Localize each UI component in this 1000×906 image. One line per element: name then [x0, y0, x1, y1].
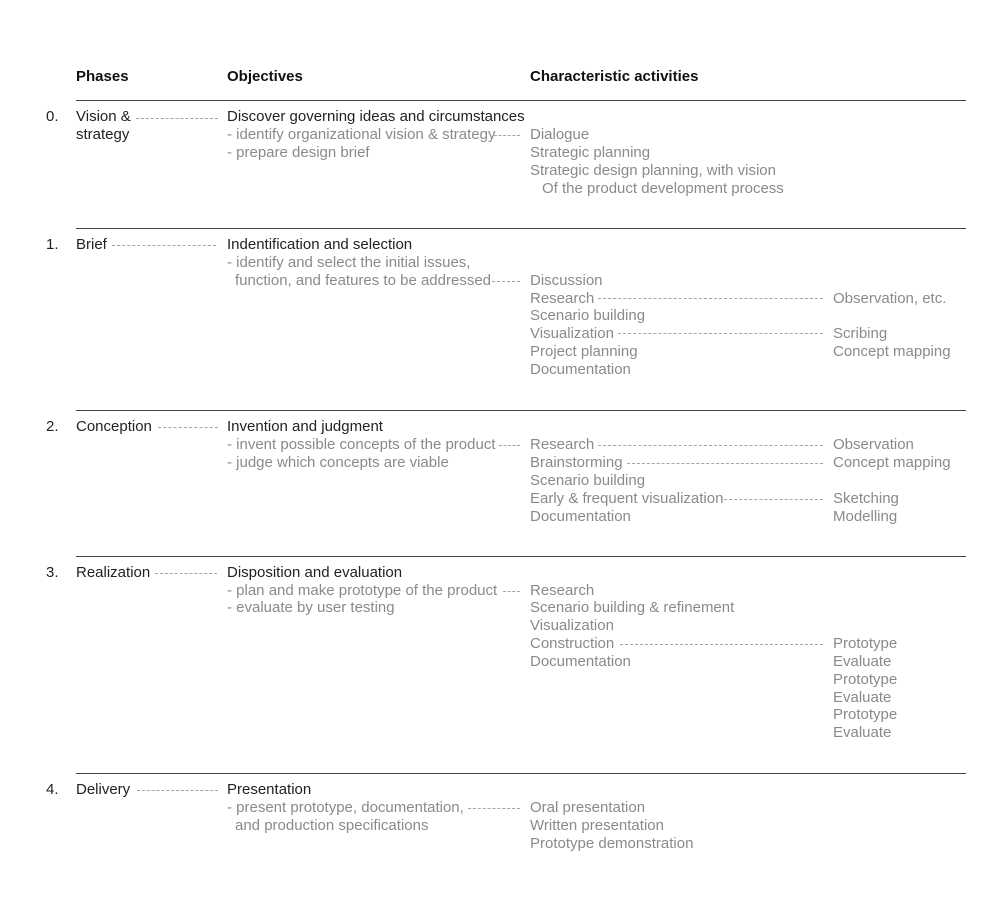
phase-3-method-connector: [620, 644, 823, 645]
phase-3-activity: Documentation: [530, 653, 631, 670]
phase-3-objective-item: - evaluate by user testing: [227, 599, 395, 616]
phase-0-activity: Dialogue: [530, 126, 590, 143]
phase-4-objective-connector: [468, 808, 520, 809]
phase-0-number: 0.: [46, 108, 59, 125]
phase-1-name: Brief: [76, 236, 107, 253]
phase-4-objective-item: and production specifications: [235, 817, 429, 834]
phase-0-objective-item: - identify organizational vision & strategy: [227, 126, 496, 143]
phase-3-method: Prototype: [833, 671, 898, 688]
phase-1-activity: Scenario building: [530, 307, 646, 324]
phase-4-activity: Written presentation: [530, 817, 664, 834]
phase-4-divider: [76, 773, 966, 774]
phase-0-activity: Strategic design planning, with vision: [530, 162, 776, 179]
phase-4-objective-title: Presentation: [227, 781, 312, 798]
phase-1-divider: [76, 228, 966, 229]
phase-0-objective-title: Discover governing ideas and circumstances: [227, 108, 525, 125]
phase-3-method: Prototype: [833, 635, 898, 652]
phase-1-method-connector: [618, 333, 823, 334]
phase-3-objective-connector: [503, 591, 520, 592]
phase-1-activity: Documentation: [530, 361, 631, 378]
phase-2-activity: Scenario building: [530, 472, 646, 489]
phase-1-method: Concept mapping: [833, 343, 951, 360]
phase-1-objective-connector: [492, 281, 520, 282]
phase-3-divider: [76, 556, 966, 557]
phase-0-activity: Strategic planning: [530, 144, 651, 161]
header-phases: Phases: [76, 68, 129, 85]
phase-3-method: Prototype: [833, 706, 898, 723]
phase-0-name-line-2: strategy: [76, 126, 130, 143]
phase-1-objective-item: - identify and select the initial issues,: [227, 254, 471, 271]
phase-0-divider: [76, 100, 966, 101]
phase-2-method: Observation: [833, 436, 914, 453]
phase-3-name: Realization: [76, 564, 151, 581]
phase-2-activity: Brainstorming: [530, 454, 623, 471]
phase-3-activity: Research: [530, 582, 595, 599]
phase-2-method: Sketching: [833, 490, 899, 507]
phase-4-activity: Oral presentation: [530, 799, 646, 816]
phase-3-method: Evaluate: [833, 724, 892, 741]
phase-2-connector: [158, 427, 218, 428]
phase-3-method: Evaluate: [833, 689, 892, 706]
phase-3-number: 3.: [46, 564, 59, 581]
phase-2-objective-item: - judge which concepts are viable: [227, 454, 449, 471]
phase-2-method-connector: [627, 463, 823, 464]
phase-4-activity: Prototype demonstration: [530, 835, 694, 852]
phase-4-number: 4.: [46, 781, 59, 798]
phase-4-objective-item: - present prototype, documentation,: [227, 799, 464, 816]
header-activities: Characteristic activities: [530, 68, 699, 85]
header-objectives: Objectives: [227, 68, 303, 85]
phase-2-method-connector: [724, 499, 823, 500]
phase-2-divider: [76, 410, 966, 411]
phase-2-name: Conception: [76, 418, 152, 435]
phase-3-activity: Scenario building & refinement: [530, 599, 735, 616]
phase-1-activity: Research: [530, 290, 595, 307]
phase-1-connector: [112, 245, 216, 246]
phase-2-method-connector: [598, 445, 823, 446]
phase-2-activity: Research: [530, 436, 595, 453]
phase-0-name-line-1: Vision &: [76, 108, 131, 125]
phase-2-activity: Documentation: [530, 508, 631, 525]
phase-1-method: Scribing: [833, 325, 888, 342]
phase-1-number: 1.: [46, 236, 59, 253]
phase-0-activity: Of the product development process: [542, 180, 784, 197]
phase-3-activity: Visualization: [530, 617, 614, 634]
phase-1-activity: Discussion: [530, 272, 603, 289]
phase-1-objective-item: function, and features to be addressed: [235, 272, 492, 289]
phase-2-method: Modelling: [833, 508, 898, 525]
phase-2-objective-title: Invention and judgment: [227, 418, 383, 435]
phase-2-objective-item: - invent possible concepts of the product: [227, 436, 496, 453]
phase-3-method: Evaluate: [833, 653, 892, 670]
phase-2-number: 2.: [46, 418, 59, 435]
phase-1-activity: Project planning: [530, 343, 638, 360]
phase-0-connector: [136, 118, 218, 119]
phase-3-connector: [155, 573, 217, 574]
phase-3-objective-title: Disposition and evaluation: [227, 564, 403, 581]
phase-2-objective-connector: [499, 445, 520, 446]
phase-2-activity: Early & frequent visualization: [530, 490, 724, 507]
phase-0-objective-connector: [494, 135, 520, 136]
phase-4-connector: [137, 790, 218, 791]
phase-1-method-connector: [598, 298, 823, 299]
phase-1-activity: Visualization: [530, 325, 614, 342]
phase-4-name: Delivery: [76, 781, 131, 798]
phase-0-objective-item: - prepare design brief: [227, 144, 370, 161]
phase-1-objective-title: Indentification and selection: [227, 236, 413, 253]
phase-2-method: Concept mapping: [833, 454, 951, 471]
phase-3-objective-item: - plan and make prototype of the product: [227, 582, 498, 599]
phase-1-method: Observation, etc.: [833, 290, 947, 307]
phase-3-activity: Construction: [530, 635, 615, 652]
